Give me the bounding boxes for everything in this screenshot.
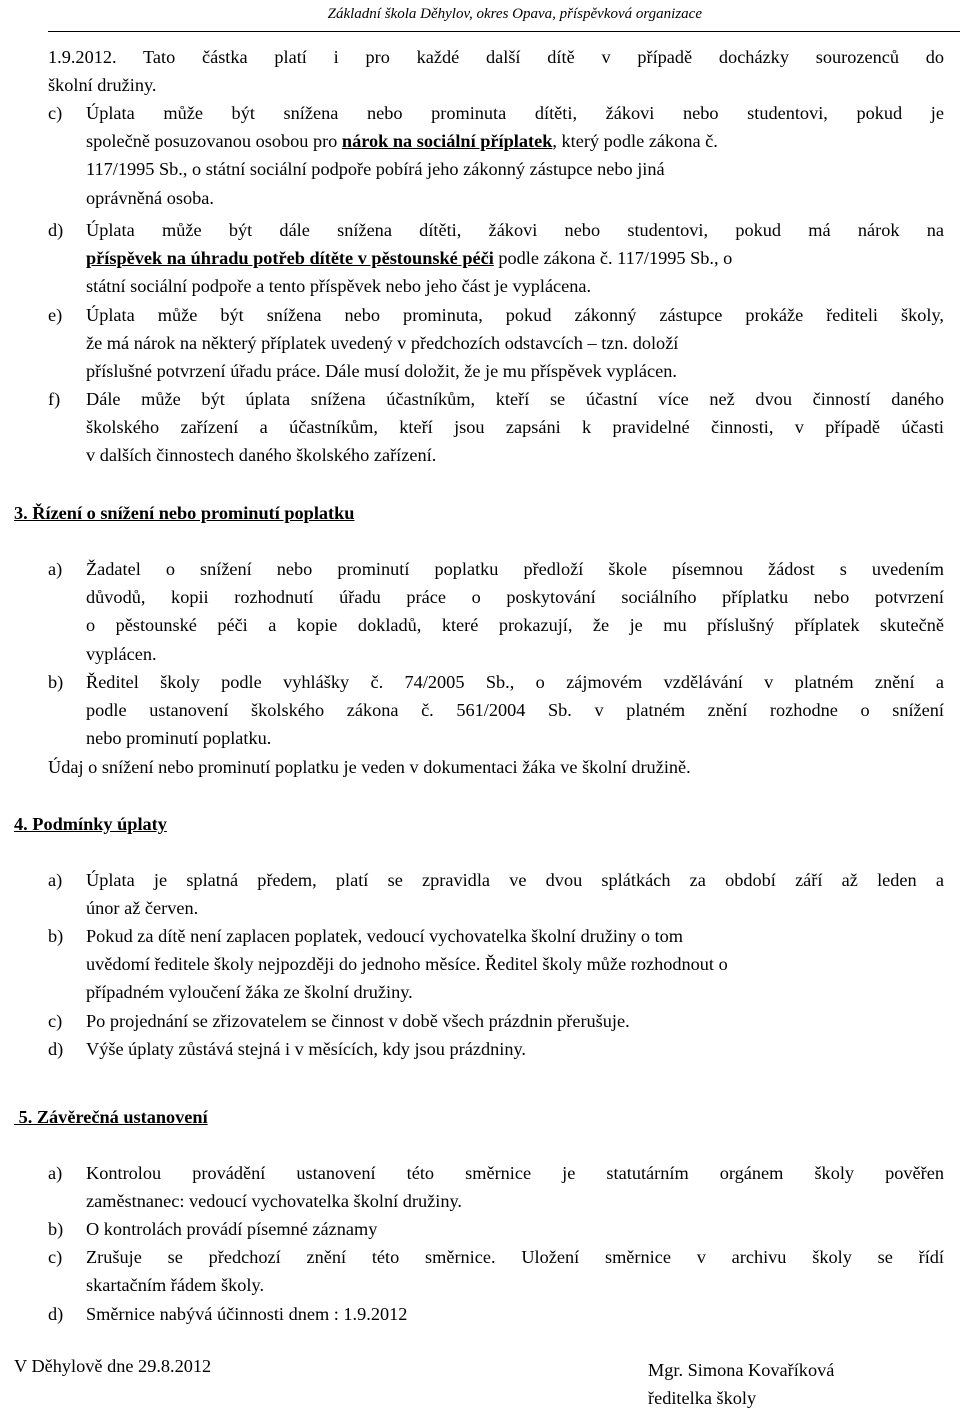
section-5-item-a [86, 1159, 944, 1215]
section-4-item-d [86, 1035, 944, 1063]
item-line: Dále může být úplata snížena účastníkům, kteří se účastní více než dvou činností daného [86, 389, 944, 409]
list-item-f [86, 385, 944, 470]
item-text: , který podle zákona č. [552, 131, 718, 152]
emphasized-term: příspěvek na úhradu potřeb dítěte v pěstounské péči [86, 248, 494, 269]
section-5-item-c [86, 1243, 944, 1299]
list-marker: b) [48, 1219, 64, 1239]
item-line: Směrnice nabývá účinnosti dnem : 1.9.2012 [86, 1304, 408, 1324]
section-3-heading: 3. Řízení o snížení nebo prominutí poplatku [14, 503, 355, 523]
list-item-e [86, 301, 944, 386]
page-header: Základní škola Děhylov, okres Opava, příspěvková organizace [327, 6, 702, 22]
item-line: nebo prominutí poplatku. [86, 728, 272, 749]
section-3-item-a [86, 555, 944, 668]
item-line: únor až červen. [86, 898, 199, 919]
item-line: Pokud za dítě není zaplacen poplatek, vedoucí vychovatelka školní družiny o tom [86, 926, 684, 946]
list-item-c [86, 99, 944, 212]
header-rule [48, 31, 960, 32]
intro-line: 1.9.2012. Tato částka platí i pro každé další dítě v případě docházky sourozenců do [48, 47, 944, 67]
list-marker: b) [48, 926, 64, 946]
list-marker: a) [48, 559, 63, 579]
item-line: zaměstnanec: vedoucí vychovatelka školní družiny. [86, 1191, 462, 1212]
signatory-role: ředitelka školy [648, 1388, 757, 1408]
item-line: Úplata může být snížena nebo prominuta, pokud zákonný zástupce prokáže řediteli školy, [86, 305, 944, 325]
list-marker: e) [48, 305, 63, 325]
signature-block [648, 1356, 834, 1412]
item-line: státní sociální podpoře a tento příspěvek nebo jeho část je vyplácena. [86, 276, 592, 297]
section-4-item-b [86, 922, 944, 1007]
item-line: o pěstounské péči a kopie dokladů, které prokazují, že je mu příslušný příplatek skutečně [86, 615, 944, 636]
item-text: podle zákona č. 117/1995 Sb. [493, 248, 714, 269]
intro-line: školní družiny. [48, 75, 157, 96]
section-4-item-c [86, 1007, 944, 1035]
item-line: v dalších činnostech daného školského zařízení. [86, 445, 437, 466]
place-and-date: V Děhylově dne 29.8.2012 [14, 1356, 212, 1376]
item-line: O kontrolách provádí písemné záznamy [86, 1219, 378, 1239]
list-marker: d) [48, 220, 64, 240]
section-4-item-a [86, 866, 944, 922]
section-3-item-b [86, 668, 944, 753]
item-line: příslušné potvrzení úřadu práce. Dále musí doložit, že je mu příspěvek vyplácen. [86, 361, 677, 382]
item-line: Ředitel školy podle vyhlášky č. 74/2005 Sb., o zájmovém vzdělávání v platném znění a [86, 672, 944, 692]
list-marker: c) [48, 103, 63, 123]
item-line: Žadatel o snížení nebo prominutí poplatku předloží škole písemnou žádost s uvedením [86, 559, 944, 579]
section-5-heading: 5. Závěrečná ustanovení [14, 1107, 208, 1127]
item-line: případném vyloučení žáka ze školní družiny. [86, 982, 413, 1003]
section-3-note: Údaj o snížení nebo prominutí poplatku je veden v dokumentaci žáka ve školní družině. [48, 757, 691, 777]
section-4-heading: 4. Podmínky úplaty [14, 814, 167, 834]
item-line: Úplata může být dále snížena dítěti, žákovi nebo studentovi, pokud má nárok na [86, 220, 944, 240]
item-line: školského zařízení a účastníkům, kteří jsou zapsáni k pravidelné činnosti, v případě účasti [86, 417, 944, 438]
item-line: Úplata může být snížena nebo prominuta dítěti, žákovi nebo studentovi, pokud je [86, 103, 944, 123]
list-marker: c) [48, 1011, 63, 1031]
signatory-name: Mgr. Simona Kovaříková [648, 1360, 835, 1380]
item-text: 117/1995 Sb. [86, 159, 183, 180]
item-line: Kontrolou provádění ustanovení této směrnice je statutárním orgánem školy pověřen [86, 1163, 944, 1183]
list-marker: a) [48, 870, 63, 890]
item-line: Výše úplaty zůstává stejná i v měsících, kdy jsou prázdniny. [86, 1039, 526, 1059]
item-line: Po projednání se zřizovatelem se činnost v době všech prázdnin přerušuje. [86, 1011, 630, 1031]
item-text: , o státní sociální podpoře pobírá jeho zákonný zástupce nebo jiná [182, 159, 665, 180]
list-marker: b) [48, 672, 64, 692]
item-line: oprávněná osoba. [86, 187, 214, 208]
item-line: vyplácen. [86, 643, 157, 664]
list-marker: c) [48, 1247, 63, 1267]
item-line: důvodů, kopii rozhodnutí úřadu práce o poskytování sociálního příplatku nebo potvrzení [86, 587, 944, 608]
list-marker: a) [48, 1163, 63, 1183]
list-marker: f) [48, 389, 61, 409]
item-text: , o [714, 248, 733, 269]
item-line: Zrušuje se předchozí znění této směrnice. Uložení směrnice v archivu školy se řídí [86, 1247, 944, 1267]
intro-paragraph [48, 43, 944, 99]
item-line: že má nárok na některý příplatek uvedený v předchozích odstavcích – tzn. doloží [86, 333, 679, 354]
item-line: podle ustanovení školského zákona č. 561/2004 Sb. v platném znění rozhodne o snížení [86, 700, 944, 721]
emphasized-term: nárok na sociální příplatek [341, 131, 553, 152]
item-line: skartačním řádem školy. [86, 1275, 265, 1296]
item-line: uvědomí ředitele školy nejpozději do jednoho měsíce. Ředitel školy může rozhodnout o [86, 954, 728, 975]
section-5-item-b [86, 1215, 944, 1243]
section-5-item-d [86, 1300, 944, 1328]
item-text: společně posuzovanou osobou pro [86, 131, 342, 152]
item-line: Úplata je splatná předem, platí se zpravidla ve dvou splátkách za období září až leden a [86, 870, 944, 890]
list-marker: d) [48, 1304, 64, 1324]
list-item-d [86, 216, 944, 301]
list-marker: d) [48, 1039, 64, 1059]
